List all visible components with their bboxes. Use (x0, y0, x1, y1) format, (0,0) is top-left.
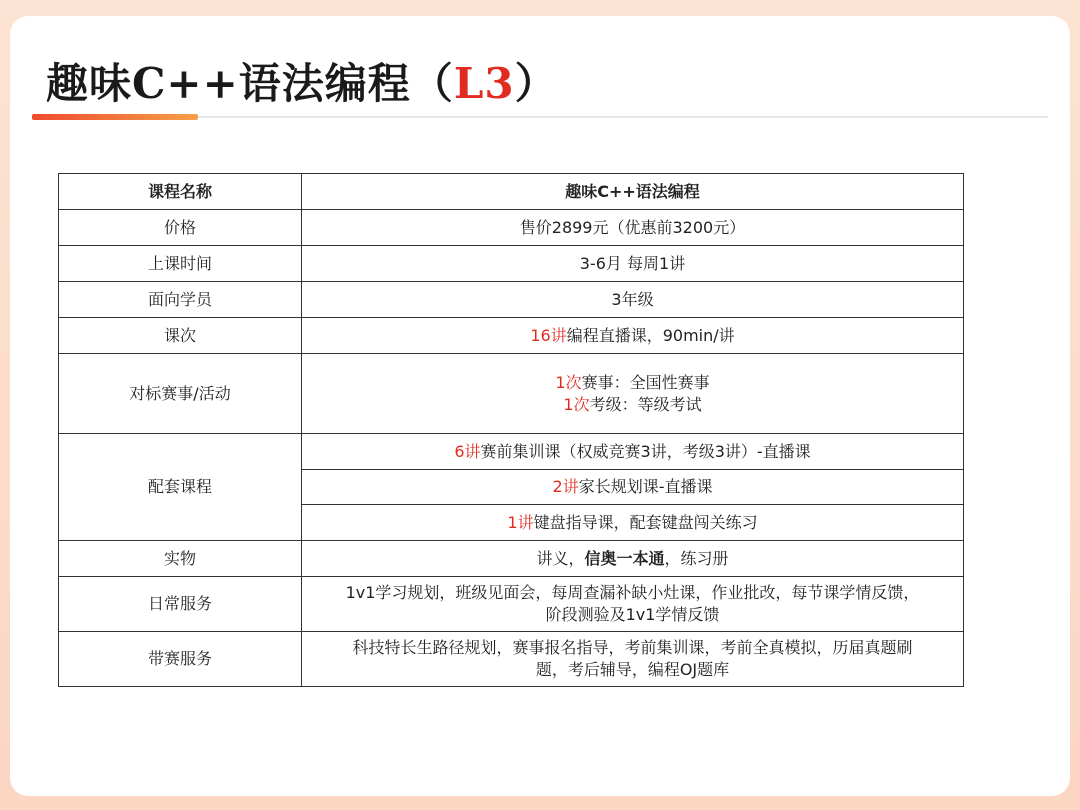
contest-label: 带赛服务 (59, 632, 302, 687)
supporting-item: 2讲家长规划课-直播课 (302, 470, 964, 505)
supporting-label: 配套课程 (59, 434, 302, 541)
audience-label: 面向学员 (59, 282, 302, 318)
table-row-materials (59, 541, 964, 577)
daily-label: 日常服务 (59, 577, 302, 632)
sessions-rest: 编程直播课，90min/讲 (566, 325, 735, 345)
title-level-code: L3 (453, 59, 515, 108)
header-label: 课程名称 (59, 174, 302, 210)
table-row-header (59, 174, 964, 210)
materials-value: 讲义，信奥一本通，练习册 (302, 541, 964, 577)
competition-label: 对标赛事/活动 (59, 354, 302, 434)
title-accent-bar (32, 114, 198, 120)
sessions-highlight: 16讲 (530, 325, 567, 345)
schedule-value: 3-6月 每周1讲 (302, 246, 964, 282)
sessions-value (302, 318, 964, 354)
table-row-competition (59, 354, 964, 434)
materials-label: 实物 (59, 541, 302, 577)
table-row-daily (59, 577, 964, 632)
table-row-supporting (59, 434, 964, 470)
table-row-schedule (59, 246, 964, 282)
table-row-contest (59, 632, 964, 687)
title-divider (198, 116, 1048, 118)
price-value: 售价2899元（优惠前3200元） (302, 210, 964, 246)
sessions-label: 课次 (59, 318, 302, 354)
page-title: 趣味C++语法编程（L3） (46, 59, 558, 108)
contest-value: 科技特长生路径规划，赛事报名指导，考前集训课，考前全真模拟，历届真题刷 题，考后辅导，编程OJ题库 (302, 632, 964, 687)
daily-value: 1v1学习规划，班级见面会，每周查漏补缺小灶课，作业批改，每节课学情反馈， 阶段测验及1v1学情反馈 (302, 577, 964, 632)
table-row-sessions (59, 318, 964, 354)
course-info-table (58, 173, 964, 687)
table-row-price (59, 210, 964, 246)
header-value: 趣味C++语法编程 (302, 174, 964, 210)
competition-value (302, 354, 964, 434)
materials-bold-book: 信奥一本通 (584, 548, 665, 568)
supporting-item: 6讲赛前集训课（权威竞赛3讲，考级3讲）-直播课 (302, 434, 964, 470)
supporting-item: 1讲键盘指导课，配套键盘闯关练习 (302, 505, 964, 541)
competition-line: 1次赛事：全国性赛事 (555, 372, 710, 392)
schedule-label: 上课时间 (59, 246, 302, 282)
table-row-audience (59, 282, 964, 318)
audience-value: 3年级 (302, 282, 964, 318)
slide-card (10, 16, 1070, 796)
price-label: 价格 (59, 210, 302, 246)
competition-line: 1次考级：等级考试 (563, 394, 702, 414)
